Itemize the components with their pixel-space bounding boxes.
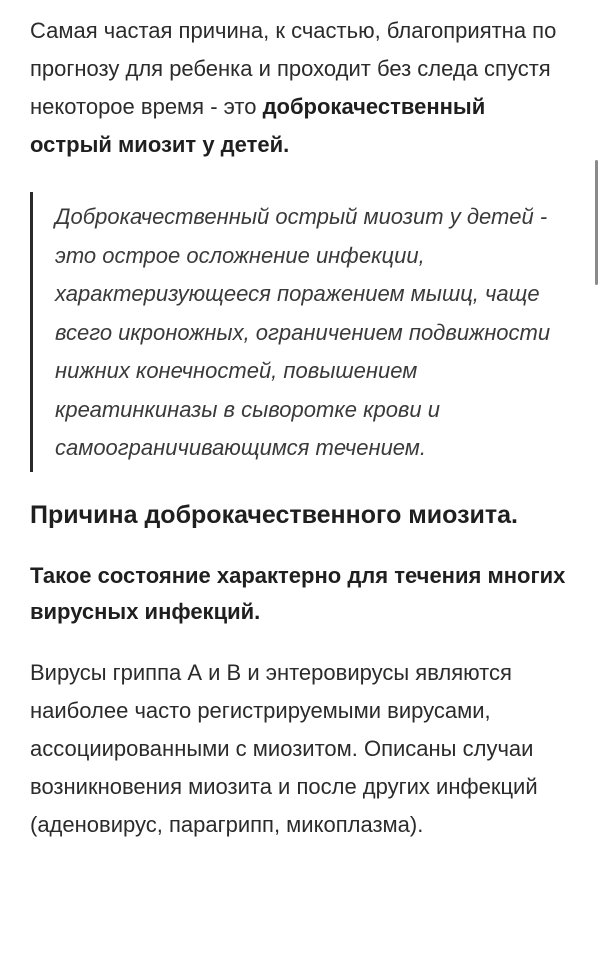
- viruses-paragraph: Вирусы гриппа А и В и энтеровирусы являются наиболее часто регистрируемыми вирусами, ассоциированными с миозитом. Описаны случаи возникновения миозита и после других инфекций (аденовирус, парагрипп, микоплазма).: [30, 659, 538, 837]
- section-subheading: Такое состояние характерно для течения многих вирусных инфекций.: [30, 562, 566, 624]
- intro-text: Самая частая причина, к счастью, благоприятна по прогнозу для ребенка и проходит без следа спустя некоторое время - это: [30, 18, 557, 119]
- scrollbar-thumb[interactable]: [595, 160, 598, 285]
- intro-bold-term: доброкачественный острый миозит у детей.: [30, 94, 486, 157]
- intro-paragraph: [30, 0, 570, 164]
- article: [30, 0, 570, 844]
- definition-blockquote: [30, 192, 577, 472]
- section-heading: Причина доброкачественного миозита.: [30, 500, 519, 529]
- definition-text: Доброкачественный острый миозит у детей - это острое осложнение инфекции, характеризующееся поражением мышц, чаще всего икроножных, ограничением подвижности нижних конечностей, повышением креатинкиназы в сыворотке крови и самоограничивающимся течением.: [55, 204, 551, 460]
